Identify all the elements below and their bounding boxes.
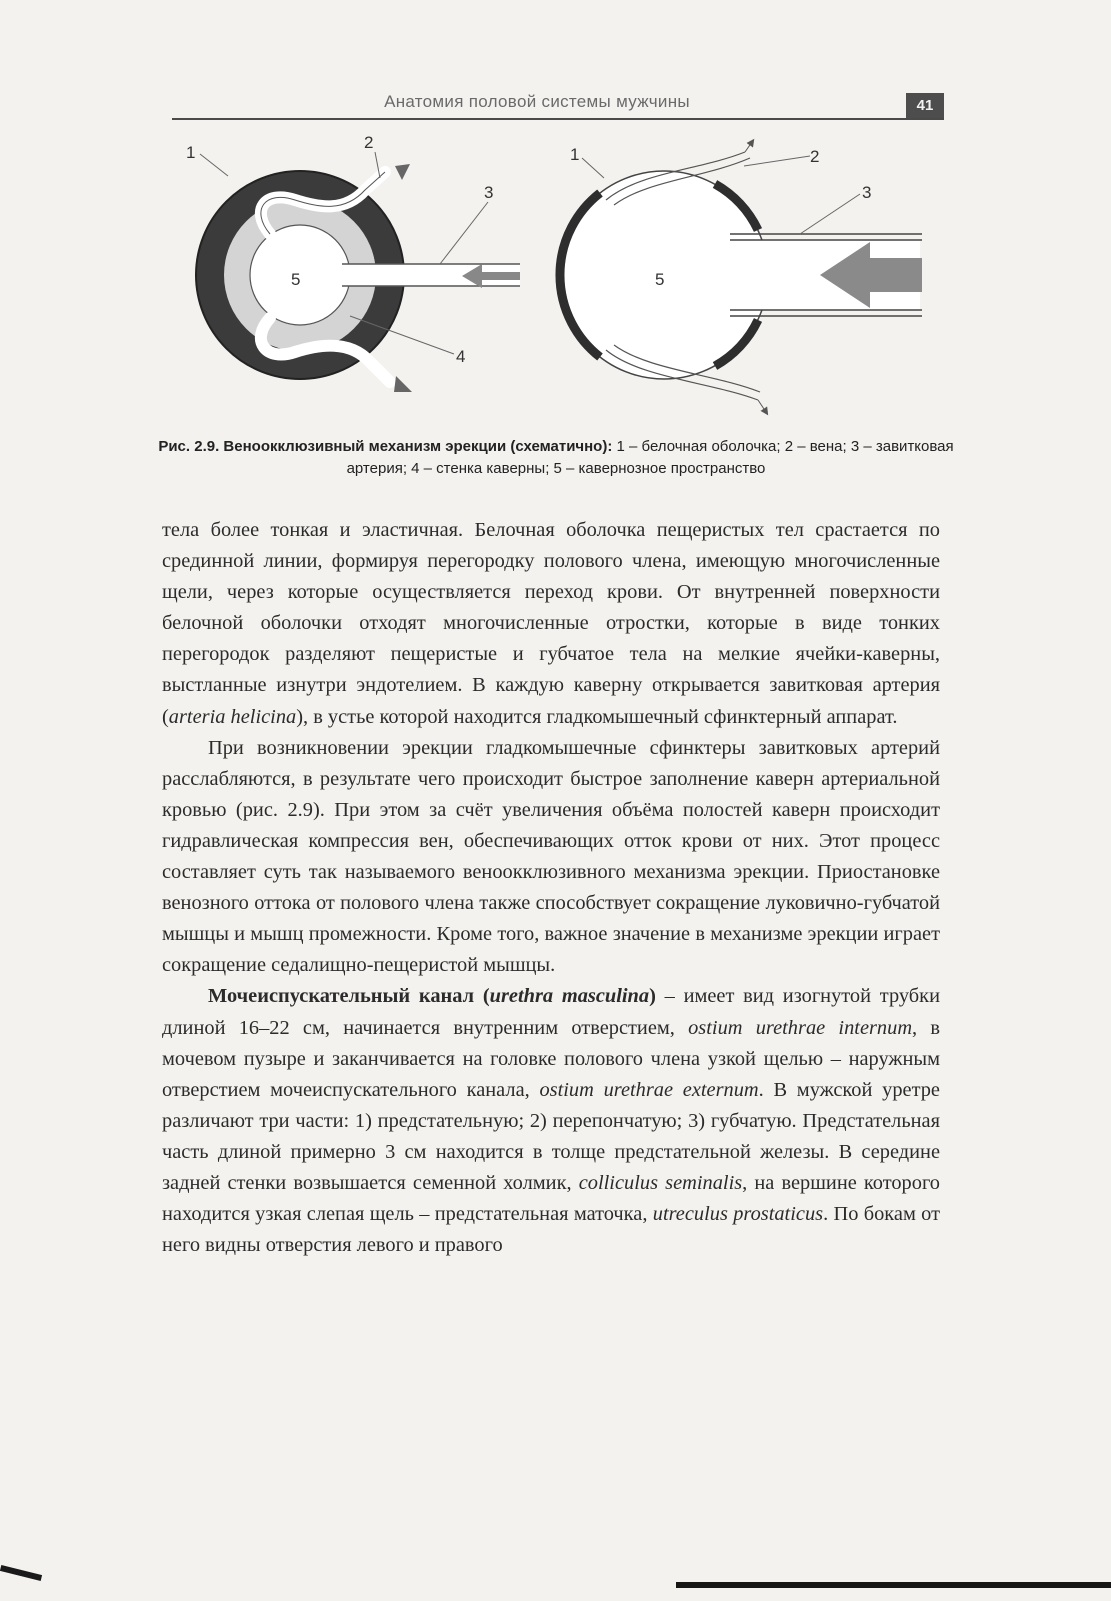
label-3-right: 3	[862, 183, 872, 202]
p1-text-a: тела более тонкая и эластичная. Белочная оболочка пещеристых тел срастается по срединной линии, формируя перегородку полового члена, имеющую многочисленные щели, через которые осуществляется переход крови. От внутренней поверхности белочной оболочки отходят многочисленные отростки, которые в виде тонких перегородок разделяют пещеристые и губчатое тела на мелкие ячейки-каверны, выстланные изнутри эндотелием. В каждую каверну открывается завитковая артерия (	[162, 519, 940, 728]
label-2-right: 2	[810, 147, 820, 166]
page-number: 41	[906, 93, 944, 119]
latin-colliculus: colliculus seminalis	[578, 1171, 743, 1194]
p1-text-b: ), в устье которой находится гладкомышечный сфинктерный аппарат.	[296, 705, 898, 728]
caption-title: Рис. 2.9. Веноокклюзивный механизм эрекции (схематично):	[158, 438, 613, 455]
figure-2-9	[170, 130, 950, 430]
latin-ostium-internum: ostium urethrae internum	[688, 1016, 913, 1039]
left-diagram-flaccid	[186, 133, 520, 392]
body-text	[162, 515, 940, 1261]
label-5-left: 5	[291, 270, 301, 289]
figure-caption	[150, 436, 962, 480]
latin-arteria-helicina: arteria helicina	[168, 705, 297, 728]
scan-edge-mark-right	[676, 1582, 1111, 1588]
right-diagram-erect	[560, 142, 922, 412]
caption-legend: 1 – белочная оболочка; 2 – вена; 3 – завитковая артерия; 4 – стенка каверны; 5 – кавернозное пространство	[346, 438, 954, 477]
paragraph-2: При возникновении эрекции гладкомышечные сфинктеры завитковых артерий расслабляются, в результате чего происходит быстрое заполнение каверн артериальной кровью (рис. 2.9). При этом за счёт увеличения объёма полостей каверн происходит гидравлическая компрессия вен, обеспечивающих отток крови от них. Этот процесс составляет суть так называемого веноокклюзивного механизма эрекции. Приостановке венозного оттока от полового члена также способствует сокращение луковично-губчатой мышцы и мышц промежности. Кроме того, важное значение в механизме эрекции играет сокращение седалищно-пещеристой мышцы.	[162, 736, 940, 977]
label-4-left: 4	[456, 347, 466, 366]
term-urethra: Мочеиспускательный канал (urethra masculina)	[208, 985, 656, 1008]
outflow-arrow-lower	[394, 376, 412, 392]
latin-utreculus: utreculus prostaticus	[652, 1203, 824, 1226]
paragraph-1	[162, 515, 940, 733]
running-title: Анатомия половой системы мужчины	[384, 92, 690, 111]
header-rule	[172, 118, 944, 120]
scan-edge-mark-left	[0, 1565, 42, 1581]
p3-text-c: . В мужской уретре различают три части: 1) предстательную; 2) перепончатую; 3) губчатую. Предстательная часть длиной примерно 3 см находится в толще предстательной железы. В середине задней стенки возвышается семенной холмик,	[162, 1078, 940, 1194]
label-5-right: 5	[655, 270, 665, 289]
p3-text-b: , в мочевом пузыре и заканчивается на головке полового члена узкой щелью – наружным отверстием мочеиспускательного канала,	[162, 1016, 941, 1101]
label-2-left: 2	[364, 133, 374, 152]
outflow-arrow-upper	[395, 164, 410, 180]
p3-text-e: . По бокам от него видны отверстия левого и правого	[162, 1203, 940, 1257]
label-1-right: 1	[570, 145, 580, 164]
label-1-left: 1	[186, 143, 196, 162]
p3-text-a: – имеет вид изогнутой трубки длиной 16–22 см, начинается внутренним отверстием,	[162, 985, 940, 1039]
veno-occlusive-diagram	[170, 130, 950, 430]
latin-ostium-externum: ostium urethrae externum	[539, 1078, 759, 1101]
label-3-left: 3	[484, 183, 494, 202]
p3-text-d: , на вершине которого находится узкая слепая щель – предстательная маточка,	[162, 1171, 940, 1226]
paragraph-3	[162, 981, 940, 1261]
